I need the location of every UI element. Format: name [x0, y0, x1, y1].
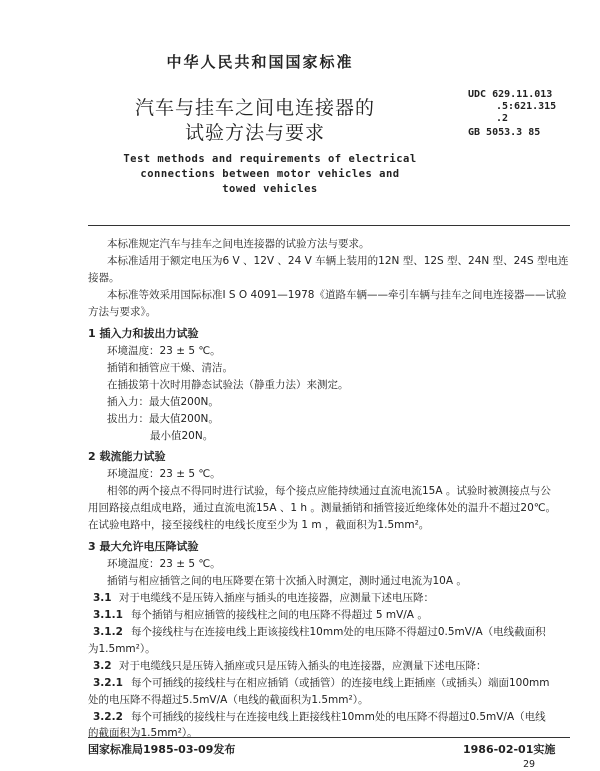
clause-3-1-2-text-line-2: 为1.5mm²）。 — [88, 643, 156, 655]
clause-3-1-number: 3.1 — [93, 592, 112, 604]
intro-paragraph-2-line-1: 本标准适用于额定电压为6 V 、12V 、24 V 车辆上装用的12N 型、12S 型、24N 型、24S 型电连 — [107, 255, 569, 267]
udc-code-line-1: UDC 629.11.013 — [468, 89, 553, 100]
standard-org-title: 中华人民共和国国家标准 — [166, 53, 354, 71]
clause-3-2-1-text-line-1: 每个可插线的接线柱与在相应插销（或插管）的连接电线上距插座（或插头）端面100mm — [131, 677, 550, 689]
header-divider — [88, 225, 570, 226]
clause-3-1-text: 对于电缆线不是压铸入插座与插头的电连接器，应测量下述电压降： — [119, 592, 434, 604]
clause-3-2-1-text-line-2: 处的电压降不得超过5.5mV/A（电线的截面积为1.5mm²）。 — [88, 694, 369, 706]
issue-date: 国家标准局1985-03-09发布 — [88, 743, 236, 756]
english-title-line-2: connections between motor vehicles and — [140, 168, 400, 180]
document-title-line-2: 试验方法与要求 — [184, 122, 325, 144]
clause-3-2-1-number: 3.2.1 — [93, 677, 123, 689]
section-1-line: 插销和插管应干燥、清洁。 — [107, 362, 233, 374]
section-1-line: 拔出力：最大值200N。 — [107, 413, 219, 425]
section-3-line-1: 环境温度：23 ± 5 ℃。 — [107, 558, 221, 570]
intro-paragraph-3-line-2: 方法与要求》。 — [88, 306, 157, 318]
section-1-line: 最小值20N。 — [150, 430, 214, 442]
section-3-line-2: 插销与相应插管之间的电压降要在第十次插入时测定，测时通过电流为10A 。 — [107, 575, 467, 587]
intro-paragraph-2-line-2: 接器。 — [88, 272, 120, 284]
udc-code-line-3: .2 — [496, 113, 509, 124]
footer-divider — [88, 737, 570, 738]
clause-3-2-2-number: 3.2.2 — [93, 711, 123, 723]
intro-paragraph-3-line-1: 本标准等效采用国际标准I S O 4091—1978《道路车辆——牵引车辆与挂车之间电连接器——试验 — [107, 289, 567, 301]
english-title-line-3: towed vehicles — [222, 183, 318, 195]
section-2-heading: 2 载流能力试验 — [88, 450, 166, 463]
section-2-line-2: 相邻的两个接点不得同时进行试验，每个接点应能持续通过直流电流15A 。试验时被测接点与公 — [107, 485, 551, 497]
clause-3-2-text: 对于电缆线只是压铸入插座或只是压铸入插头的电连接器，应测量下述电压降： — [119, 660, 487, 672]
effective-date: 1986-02-01实施 — [463, 743, 556, 756]
clause-3-1-2-text-line-1: 每个接线柱与在连接电线上距该接线柱10mm处的电压降不得超过0.5mV/A（电线截面积 — [131, 626, 546, 638]
page-number: 29 — [523, 759, 536, 770]
section-3-heading: 3 最大允许电压降试验 — [88, 540, 199, 553]
gb-standard-code: GB 5053.3 85 — [468, 127, 541, 138]
intro-paragraph-1: 本标准规定汽车与挂车之间电连接器的试验方法与要求。 — [107, 238, 370, 250]
clause-3-1-2-number: 3.1.2 — [93, 626, 123, 638]
clause-3-2-2-text-line-2: 的截面积为1.5mm²）。 — [88, 727, 198, 739]
clause-3-1-1-number: 3.1.1 — [93, 609, 123, 621]
clause-3-2-2-text-line-1: 每个可插线的接线柱与在连接电线上距接线柱10mm处的电压降不得超过0.5mV/A（电线 — [131, 711, 546, 723]
section-2-line-3: 用回路接点组成电路，通过直流电流15A 、1 h 。测量插销和插管接近绝缘体处的温升不超过20℃。 — [88, 502, 557, 514]
english-title-line-1: Test methods and requirements of electrical — [123, 153, 417, 165]
section-1-line: 插入力：最大值200N。 — [107, 396, 219, 408]
section-2-line-1: 环境温度：23 ± 5 ℃。 — [107, 468, 221, 480]
section-1-line: 在插拔第十次时用静态试验法（静重力法）来测定。 — [107, 379, 349, 391]
udc-code-line-2: .5:621.315 — [496, 101, 557, 112]
clause-3-1-1-text: 每个插销与相应插管的接线柱之间的电压降不得超过 5 mV/A 。 — [131, 609, 428, 621]
section-1-heading: 1 插入力和拔出力试验 — [88, 327, 199, 340]
section-2-line-4: 在试验电路中，接至接线柱的电线长度至少为 1 m ，截面积为1.5mm²。 — [88, 519, 430, 531]
clause-3-2-number: 3.2 — [93, 660, 112, 672]
document-title-line-1: 汽车与挂车之间电连接器的 — [134, 97, 375, 119]
section-1-line: 环境温度：23 ± 5 ℃。 — [107, 345, 221, 357]
